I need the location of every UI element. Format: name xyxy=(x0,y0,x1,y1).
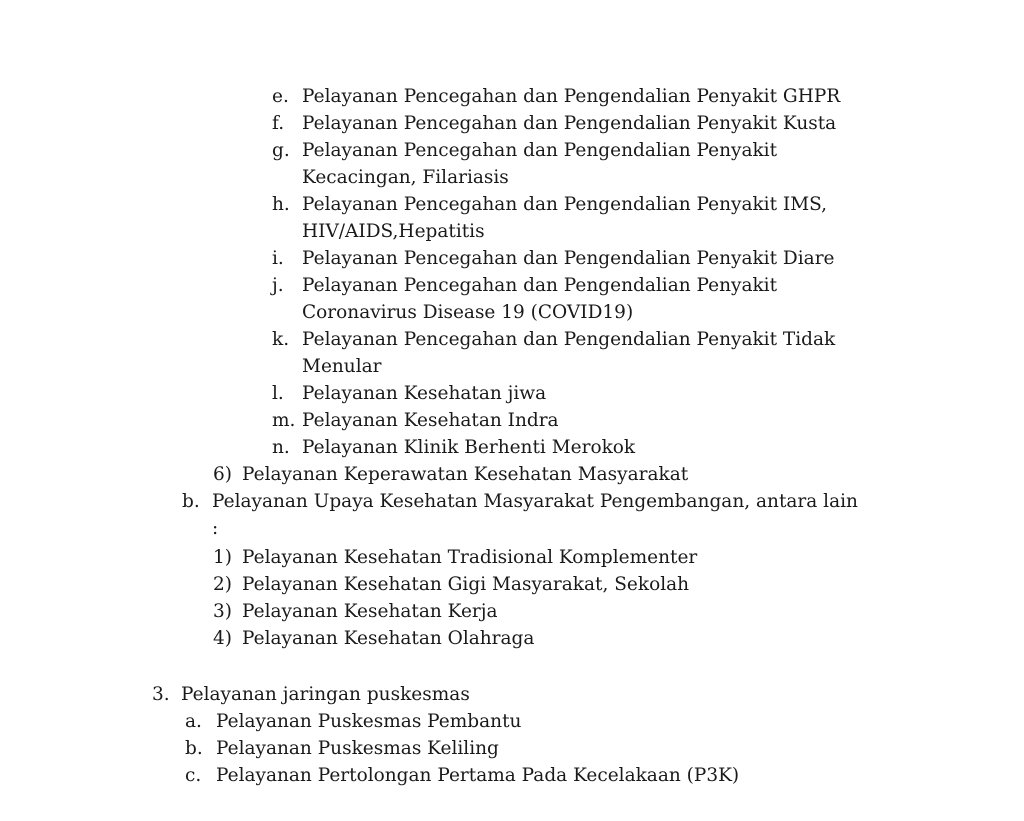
list-text: Pelayanan Keperawatan Kesehatan Masyarakat xyxy=(242,464,689,485)
list-text: Coronavirus Disease 19 (COVID19) xyxy=(302,302,634,323)
list-text: Pelayanan Kesehatan Gigi Masyarakat, Sekolah xyxy=(242,574,690,595)
list-text: Pelayanan jaringan puskesmas xyxy=(181,684,470,705)
list-marker: e. xyxy=(272,86,289,107)
list-marker: l. xyxy=(272,383,284,404)
list-text: Pelayanan Pencegahan dan Pengendalian Penyakit Tidak xyxy=(302,329,836,350)
list-marker: h. xyxy=(272,194,290,215)
list-marker: a. xyxy=(185,711,202,732)
list-text: Kecacingan, Filariasis xyxy=(302,167,509,188)
list-text: Pelayanan Pencegahan dan Pengendalian Penyakit GHPR xyxy=(302,86,841,107)
list-marker: i. xyxy=(272,248,284,269)
list-text: : xyxy=(212,518,219,539)
list-marker: k. xyxy=(272,329,290,350)
list-text: Pelayanan Klinik Berhenti Merokok xyxy=(302,437,636,458)
list-text: Pelayanan Pencegahan dan Pengendalian Penyakit Diare xyxy=(302,248,835,269)
list-text: Pelayanan Kesehatan Indra xyxy=(302,410,559,431)
list-marker: 3) xyxy=(213,601,232,622)
list-marker: b. xyxy=(182,491,200,512)
list-marker: g. xyxy=(272,140,290,161)
list-marker: m. xyxy=(272,410,296,431)
list-marker: c. xyxy=(185,765,202,786)
list-text: Pelayanan Pencegahan dan Pengendalian Penyakit Kusta xyxy=(302,113,837,134)
list-marker: j. xyxy=(272,275,284,296)
list-text: HIV/AIDS,Hepatitis xyxy=(302,221,485,242)
list-marker: 3. xyxy=(152,684,170,705)
list-text: Pelayanan Kesehatan Kerja xyxy=(242,601,498,622)
list-text: Pelayanan Kesehatan Olahraga xyxy=(242,628,535,649)
list-marker: 4) xyxy=(213,628,232,649)
list-text: Pelayanan Pencegahan dan Pengendalian Penyakit xyxy=(302,140,778,161)
list-text: Pelayanan Upaya Kesehatan Masyarakat Pengembangan, antara lain xyxy=(212,491,858,512)
list-text: Pelayanan Pencegahan dan Pengendalian Penyakit xyxy=(302,275,778,296)
list-text: Pelayanan Kesehatan jiwa xyxy=(302,383,547,404)
list-text: Pelayanan Puskesmas Keliling xyxy=(216,738,499,759)
list-text: Pelayanan Puskesmas Pembantu xyxy=(216,711,522,732)
list-marker: n. xyxy=(272,437,290,458)
list-text: Pelayanan Pencegahan dan Pengendalian Penyakit IMS, xyxy=(302,194,828,215)
list-marker: b. xyxy=(185,738,203,759)
list-marker: 1) xyxy=(213,547,232,568)
list-marker: 6) xyxy=(213,464,232,485)
list-marker: 2) xyxy=(213,574,232,595)
list-text: Pelayanan Pertolongan Pertama Pada Kecelakaan (P3K) xyxy=(216,765,740,786)
list-text: Menular xyxy=(302,356,382,377)
list-text: Pelayanan Kesehatan Tradisional Komplementer xyxy=(242,547,698,568)
list-marker: f. xyxy=(272,113,285,134)
